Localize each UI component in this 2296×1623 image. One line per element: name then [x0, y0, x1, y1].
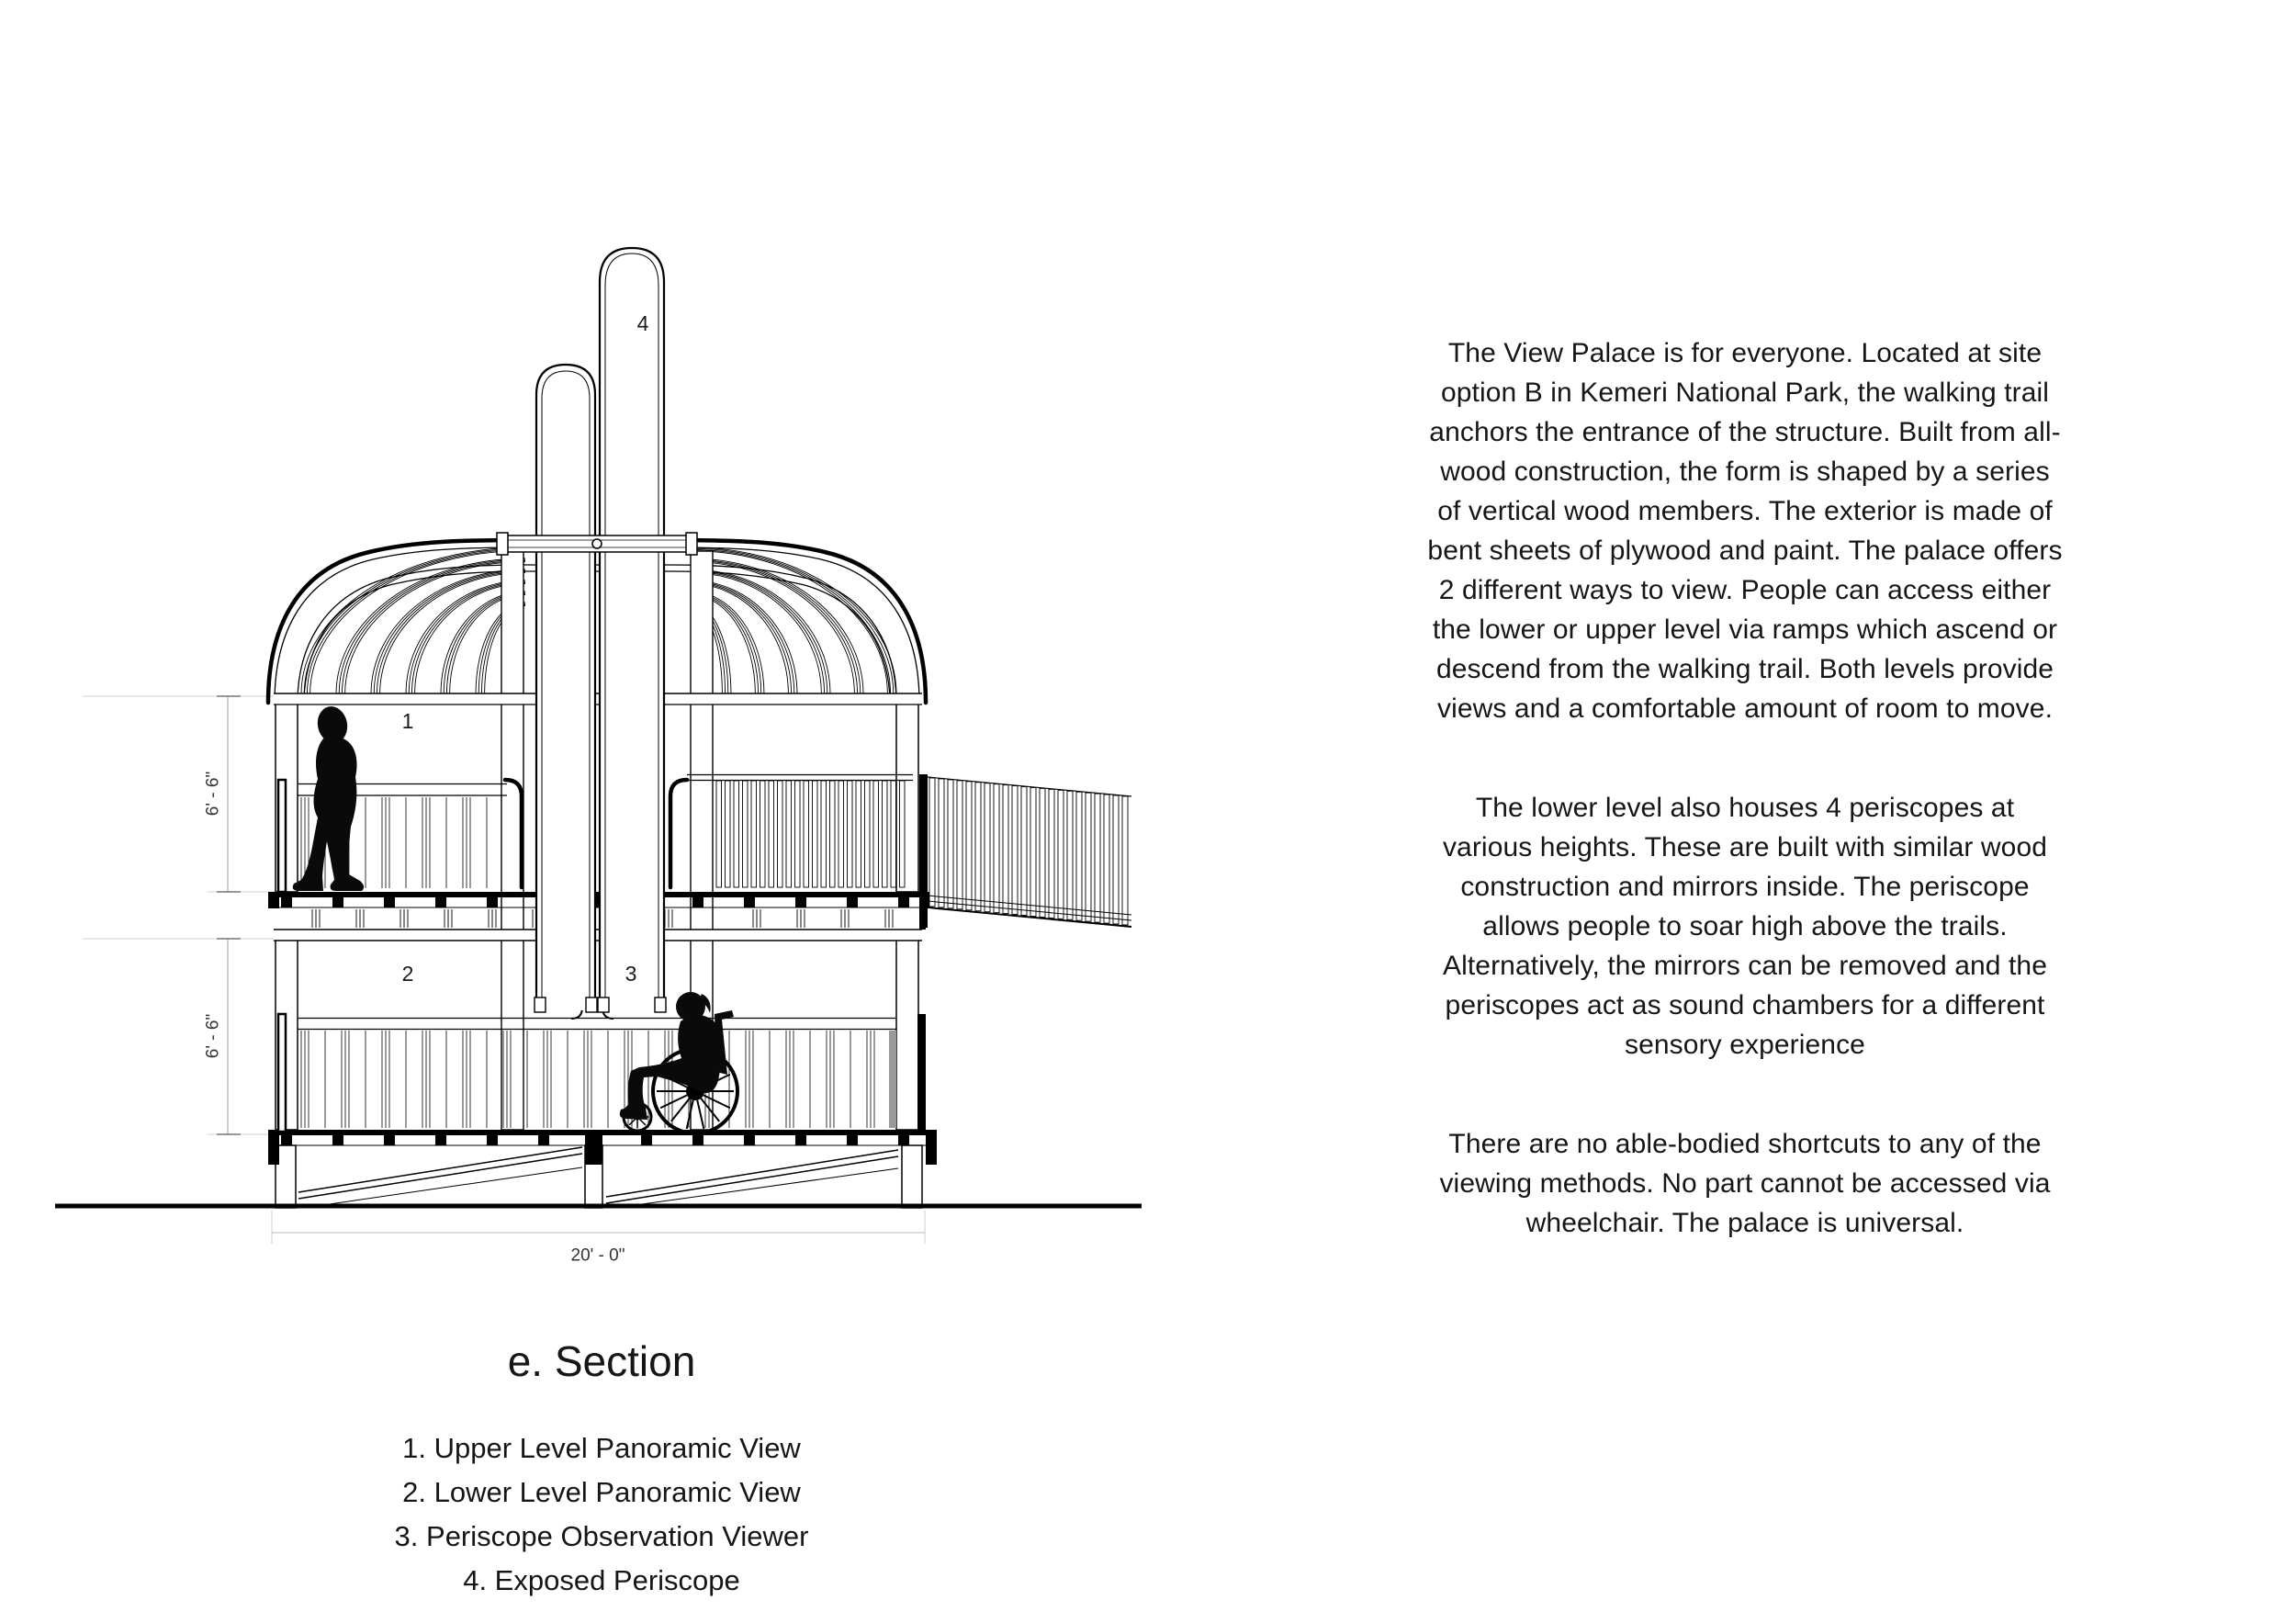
- lower-level-railings: [278, 1008, 926, 1132]
- text-line: allows people to soar high above the trails.: [1482, 911, 2008, 941]
- outer-walls: [276, 696, 918, 1130]
- callout-upper-view: 1: [401, 709, 414, 734]
- text-line: various heights. These are built with similar wood: [1442, 832, 2048, 862]
- standing-person-silhouette: [293, 704, 364, 891]
- text-line: 3. Periscope Observation Viewer: [394, 1520, 809, 1552]
- text-line: periscopes act as sound chambers for a different: [1445, 990, 2045, 1020]
- callout-lower-view: 2: [401, 962, 414, 986]
- text-line: anchors the entrance of the structure. Built from all-: [1429, 417, 2061, 447]
- project-description: [1327, 333, 2163, 1302]
- dim-lower-level-height: 6' - 6": [203, 1013, 223, 1059]
- drawing-legend: [230, 1426, 974, 1603]
- text-line: construction and mirrors inside. The periscope: [1460, 872, 2030, 902]
- text-line: Alternatively, the mirrors can be removed and the: [1443, 951, 2047, 981]
- section-drawing: [51, 138, 1143, 1332]
- text-line: sensory experience: [1625, 1030, 1865, 1060]
- text-line: 2 different ways to view. People can access either: [1438, 575, 2052, 605]
- dim-overall-width: 20' - 0": [570, 1245, 625, 1266]
- text-line: 2. Lower Level Panoramic View: [402, 1476, 801, 1508]
- roof-collar-beam: [497, 533, 697, 555]
- callout-periscope-viewer: 3: [625, 962, 637, 986]
- text-line: There are no able-bodied shortcuts to any of the: [1448, 1129, 2042, 1159]
- text-line: views and a comfortable amount of room to move.: [1436, 693, 2054, 724]
- text-line: the lower or upper level via ramps which ascend or: [1432, 614, 2058, 645]
- text-line: 1. Upper Level Panoramic View: [402, 1432, 801, 1464]
- text-line: bent sheets of plywood and paint. The palace offers: [1427, 535, 2063, 566]
- text-line: The View Palace is for everyone. Located at site: [1447, 338, 2043, 368]
- description-paragraph-2: [1327, 788, 2163, 1065]
- description-paragraph-3: [1327, 1124, 2163, 1243]
- dome-roof: [268, 540, 926, 703]
- periscope-tubes: [535, 248, 666, 1012]
- dimension-lines: [217, 696, 241, 1134]
- text-line: descend from the walking trail. Both levels provide: [1435, 654, 2054, 684]
- drawing-title: e. Section: [507, 1337, 696, 1385]
- text-line: option B in Kemeri National Park, the walking trail: [1440, 378, 2050, 408]
- dim-upper-level-height: 6' - 6": [203, 771, 223, 817]
- drawing-caption: [230, 1336, 974, 1603]
- text-line: wood construction, the form is shaped by a series: [1440, 456, 2050, 487]
- text-line: The lower level also houses 4 periscopes at: [1475, 793, 2015, 823]
- text-line: of vertical wood members. The exterior is made of: [1437, 496, 2053, 526]
- text-line: 4. Exposed Periscope: [463, 1564, 740, 1596]
- entry-ramp: [922, 774, 1131, 928]
- text-line: wheelchair. The palace is universal.: [1525, 1208, 1964, 1238]
- callout-exposed-periscope: 4: [636, 311, 649, 336]
- wheelchair-person-silhouette: [620, 992, 737, 1133]
- text-line: viewing methods. No part cannot be accessed via: [1439, 1168, 2051, 1199]
- description-paragraph-1: [1327, 333, 2163, 728]
